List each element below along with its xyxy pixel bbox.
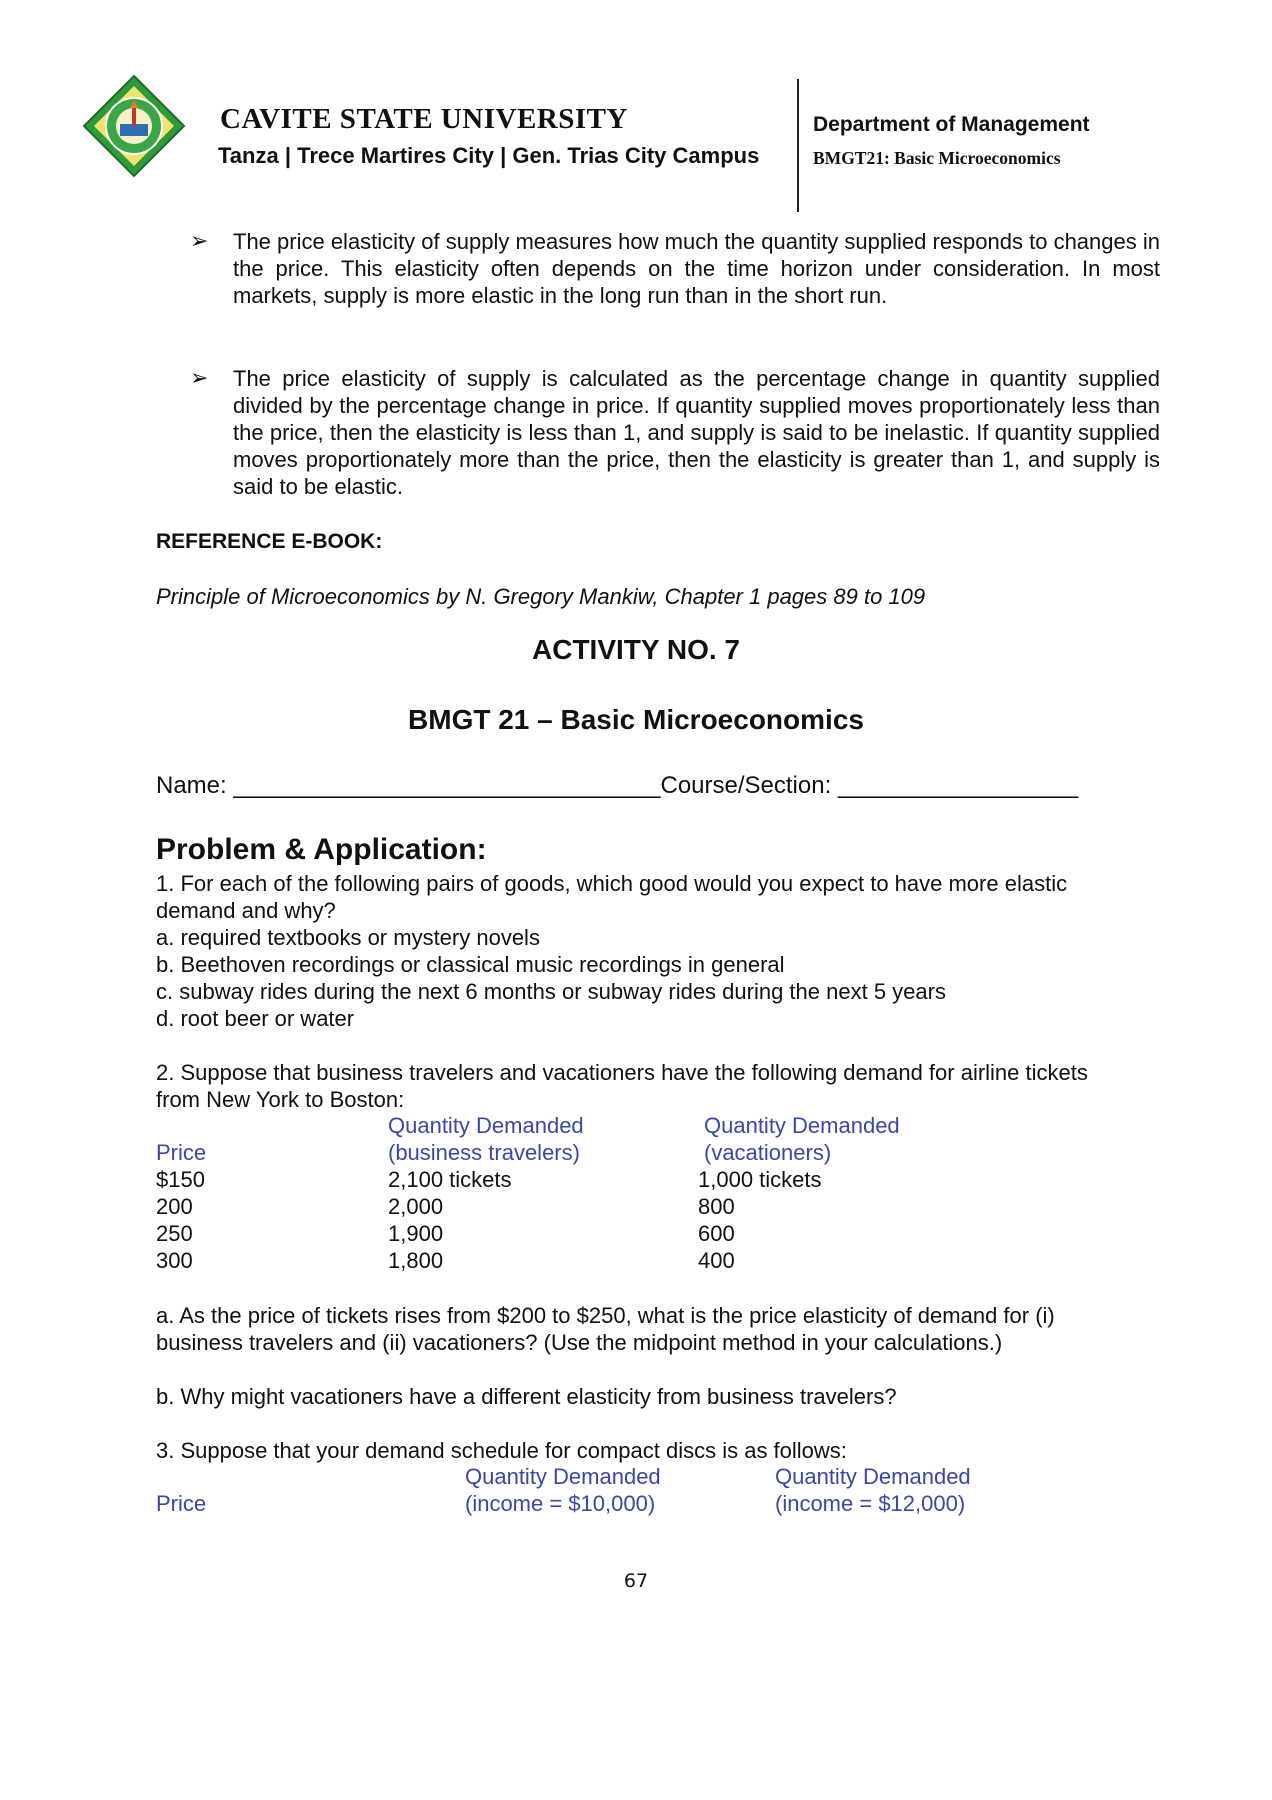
bullet-paragraph-supply-elasticity: The price elasticity of supply measures how much the quantity supplied responds to changes in the price. This elasticity often depends on the time horizon under consideration. In most markets, supply is more elastic in the long run than in the short run.: [233, 229, 1160, 308]
university-seal-logo: [82, 74, 186, 178]
q1-option-b: b. Beethoven recordings or classical music recordings in general: [156, 952, 785, 977]
q3-col1-header: Quantity Demanded: [465, 1464, 661, 1489]
bullet-arrow-icon: ➢: [190, 365, 209, 390]
q2-col2-subheader: (vacationers): [704, 1140, 832, 1165]
q2-table-vacation: 400: [698, 1248, 735, 1273]
q3-col2-header: Quantity Demanded: [775, 1464, 971, 1489]
q2-table-price: 200: [156, 1194, 193, 1219]
q1-option-a: a. required textbooks or mystery novels: [156, 925, 540, 950]
reference-heading: REFERENCE E-BOOK:: [156, 530, 383, 553]
activity-subject: BMGT 21 – Basic Microeconomics: [408, 704, 864, 735]
q2-col1-header: Quantity Demanded: [388, 1113, 584, 1138]
q2-table-vacation: 1,000 tickets: [698, 1167, 822, 1192]
q2-line: 2. Suppose that business travelers and vacationers have the following demand for airline tickets: [156, 1060, 1088, 1085]
q2-table-business: 2,100 tickets: [388, 1167, 512, 1192]
q2-table-price: 300: [156, 1248, 193, 1273]
q2-table-price: $150: [156, 1167, 205, 1192]
header-divider: [797, 79, 799, 212]
q3-col1-subheader: (income = $10,000): [465, 1491, 656, 1516]
q2-table-business: 2,000: [388, 1194, 444, 1219]
page-number: 67: [623, 1570, 649, 1592]
q1-line: demand and why?: [156, 898, 336, 923]
q3-line: 3. Suppose that your demand schedule for compact discs is as follows:: [156, 1438, 847, 1463]
campus-line: Tanza | Trece Martires City | Gen. Trias City Campus: [218, 143, 760, 168]
q2-part-a: business travelers and (ii) vacationers? (Use the midpoint method in your calculations.): [156, 1330, 1003, 1355]
q2-table-vacation: 600: [698, 1221, 735, 1246]
q2-table-price: 250: [156, 1221, 193, 1246]
reference-book: Principle of Microeconomics by N. Gregory Mankiw, Chapter 1 pages 89 to 109: [156, 584, 926, 609]
q2-part-b: b. Why might vacationers have a different elasticity from business travelers?: [156, 1384, 897, 1409]
course-code: BMGT21: Basic Microeconomics: [813, 148, 1061, 168]
activity-title: ACTIVITY NO. 7: [532, 634, 740, 665]
q2-table-business: 1,900: [388, 1221, 444, 1246]
q3-col2-subheader: (income = $12,000): [775, 1491, 966, 1516]
q1-line: 1. For each of the following pairs of goods, which good would you expect to have more elastic: [156, 871, 1068, 896]
q1-option-d: d. root beer or water: [156, 1006, 355, 1031]
q2-col1-subheader: (business travelers): [388, 1140, 580, 1165]
bullet-arrow-icon: ➢: [190, 228, 209, 253]
q2-col2-header: Quantity Demanded: [704, 1113, 900, 1138]
q2-line: from New York to Boston:: [156, 1087, 405, 1112]
problem-heading: Problem & Application:: [156, 833, 487, 866]
q2-price-header: Price: [156, 1140, 207, 1165]
q2-table-vacation: 800: [698, 1194, 735, 1219]
name-course-line: Name: ________________________________Course/Section: __________________: [156, 772, 1079, 799]
q3-price-header: Price: [156, 1491, 207, 1516]
q2-table-business: 1,800: [388, 1248, 444, 1273]
q2-part-a: a. As the price of tickets rises from $200 to $250, what is the price elasticity of demand for (i): [156, 1303, 1055, 1328]
q1-option-c: c. subway rides during the next 6 months or subway rides during the next 5 years: [156, 979, 946, 1004]
bullet-paragraph-elasticity-calculation: The price elasticity of supply is calculated as the percentage change in quantity supplied divided by the percentage change in price. If quantity supplied moves proportionately less than the price, then the elasticity is less than 1, and supply is said to be inelastic. If quantity supplied moves proportionately more than the price, then the elasticity is greater than 1, and supply is said to be elastic.: [233, 366, 1160, 499]
department-name: Department of Management: [813, 113, 1090, 136]
university-name: CAVITE STATE UNIVERSITY: [220, 103, 628, 135]
